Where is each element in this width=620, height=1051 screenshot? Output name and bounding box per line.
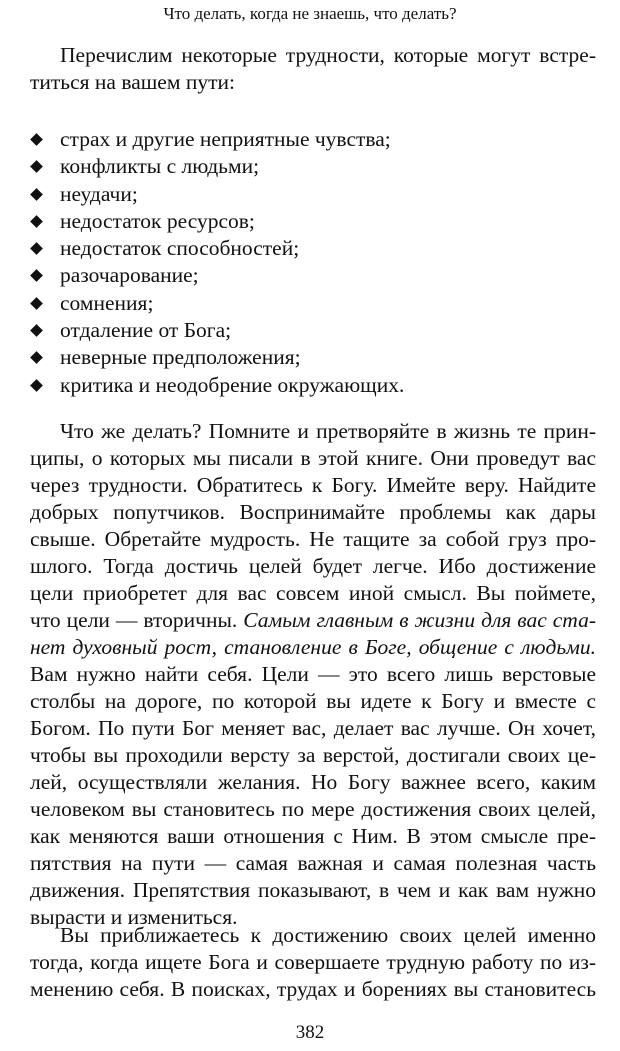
text-line (30, 607, 596, 634)
emphasis-text: нет духовный рост, становление в Боге, общение с людьми. (30, 635, 596, 659)
list-item: разочарование; (30, 262, 404, 289)
page-number: 382 (295, 1022, 325, 1043)
text-line: человеком вы становитесь по мере достижения своих целей, (30, 797, 596, 821)
list-item: неверные предположения; (30, 344, 404, 371)
text-line: Перечислим некоторые трудности, которые могут встре- (60, 43, 596, 67)
text-line: добрых попутчиков. Воспринимайте проблемы как дары (30, 500, 596, 524)
intro-paragraph (30, 42, 596, 96)
text-line: Вам нужно найти себя. Цели — это всего лишь верстовые (30, 662, 596, 686)
text-line: Вы приближаетесь к достижению своих целей именно (60, 923, 596, 947)
emphasis-text: Самым главным в жизни для вас ста- (243, 608, 596, 632)
text-line: шлого. Тогда достичь целей будет легче. Ибо достижение (30, 554, 596, 578)
diamond-bullet-icon (30, 270, 43, 283)
text-line: вырасти и измениться. (30, 905, 238, 929)
list-item: конфликты с людьми; (30, 153, 404, 180)
text-line: лей, осуществляли желания. Но Богу важнее всего, каким (30, 770, 596, 794)
text-line (30, 634, 596, 661)
text-line: Богом. По пути Бог меняет вас, делает вас лучше. Он хочет, (30, 716, 596, 740)
difficulties-list (30, 126, 404, 399)
running-head: Что делать, когда не знаешь, что делать? (163, 4, 457, 23)
text-line: чтобы вы проходили версту за верстой, достигали своих це- (30, 743, 596, 767)
text-line: ципы, о которых мы писали в этой книге. Они проведут вас (30, 446, 596, 470)
list-item: страх и другие неприятные чувства; (30, 126, 404, 153)
text-line: тогда, когда ищете Бога и совершаете трудную работу по из- (30, 950, 596, 974)
text-line: свыше. Обретайте мудрость. Не тащите за собой груз про- (30, 527, 596, 551)
text-run: что цели — вторичны. (30, 608, 238, 632)
list-item: неудачи; (30, 181, 404, 208)
list-item: отдаление от Бога; (30, 317, 404, 344)
text-line: Что же делать? Помните и претворяйте в жизнь те прин- (60, 419, 596, 443)
text-line: пятствия на пути — самая важная и самая полезная часть (30, 851, 596, 875)
text-line: движения. Препятствия показывают, в чем и как вам нужно (30, 878, 596, 902)
diamond-bullet-icon (30, 215, 43, 228)
diamond-bullet-icon (30, 133, 43, 146)
diamond-bullet-icon (30, 297, 43, 310)
text-line: через трудности. Обратитесь к Богу. Имейте веру. Найдите (30, 473, 596, 497)
diamond-bullet-icon (30, 379, 43, 392)
diamond-bullet-icon (30, 160, 43, 173)
list-item: недостаток способностей; (30, 235, 404, 262)
diamond-bullet-icon (30, 324, 43, 337)
list-item: сомнения; (30, 290, 404, 317)
list-item: недостаток ресурсов; (30, 208, 404, 235)
text-line: столбы на дороге, по которой вы идете к Богу и вместе с (30, 689, 596, 713)
text-line: менению себя. В поисках, трудах и борениях вы становитесь (30, 977, 596, 1001)
text-line: цели приобретет для вас совсем иной смысл. Вы поймете, (30, 581, 596, 605)
diamond-bullet-icon (30, 188, 43, 201)
body-paragraph (30, 418, 596, 931)
list-item: критика и неодобрение окружающих. (30, 372, 404, 399)
body-paragraph (30, 922, 596, 1003)
diamond-bullet-icon (30, 352, 43, 365)
diamond-bullet-icon (30, 242, 43, 255)
text-line: как меняются ваши отношения с Ним. В этом смысле пре- (30, 824, 596, 848)
text-line: титься на вашем пути: (30, 70, 235, 94)
